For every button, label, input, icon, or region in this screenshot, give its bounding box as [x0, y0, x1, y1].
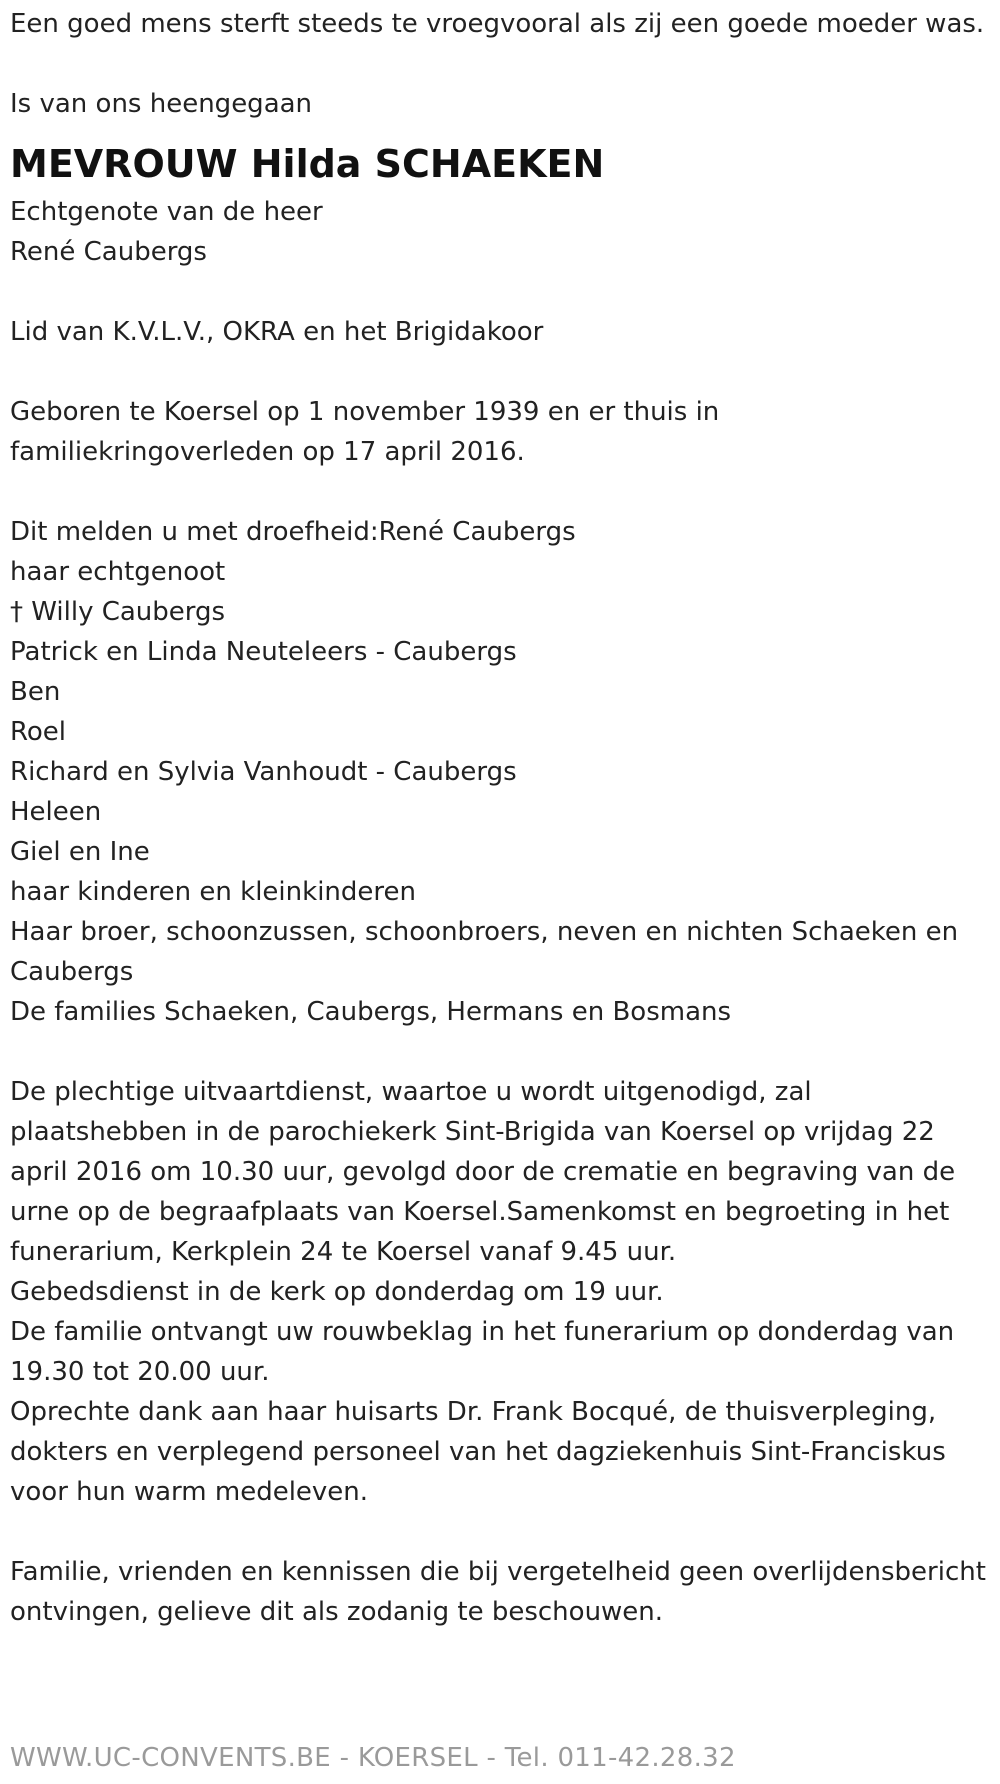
- ceremony-thanks: Oprechte dank aan haar huisarts Dr. Frank Bocqué, de thuisverpleging, dokters en verplegend personeel van het dagziekenhuis Sint-Franciskus voor hun warm medeleven.: [10, 1397, 946, 1507]
- ceremony-service: De plechtige uitvaartdienst, waartoe u wordt uitgenodigd, zal plaatshebben in de parochiekerk Sint-Brigida van Koersel op vrijdag 22 april 2016 om 10.30 uur, gevolgd door de crematie en begraving van de urne op de begraafplaats van Koersel.Samenkomst en begroeting in het funerarium, Kerkplein 24 te Koersel vanaf 9.45 uur.: [10, 1077, 956, 1267]
- membership-text: Lid van K.V.L.V., OKRA en het Brigidakoor: [10, 317, 544, 347]
- spacer: [10, 352, 990, 392]
- ceremony-prayer: Gebedsdienst in de kerk op donderdag om 19 uur.: [10, 1277, 664, 1307]
- family-line: Haar broer, schoonzussen, schoonbroers, neven en nichten Schaeken en Caubergs: [10, 917, 959, 987]
- family-line: haar kinderen en kleinkinderen: [10, 877, 416, 907]
- footer-contact: WWW.UC-CONVENTS.BE - KOERSEL - Tel. 011-42.28.32: [10, 1743, 736, 1773]
- spouse-line-2: René Caubergs: [10, 237, 207, 267]
- ceremony-condolences: De familie ontvangt uw rouwbeklag in het funerarium op donderdag van 19.30 tot 20.00 uur.: [10, 1317, 955, 1387]
- family-line: De families Schaeken, Caubergs, Hermans en Bosmans: [10, 997, 732, 1027]
- closing-note: Familie, vrienden en kennissen die bij vergetelheid geen overlijdensbericht ontvingen, gelieve dit als zodanig te beschouwen.: [10, 1557, 986, 1627]
- intro-quote: Een goed mens sterft steeds te vroegvooral als zij een goede moeder was.: [10, 9, 985, 39]
- family-line: † Willy Caubergs: [10, 597, 226, 627]
- spacer: [10, 1512, 990, 1552]
- spacer: [10, 472, 990, 512]
- obituary-notice: [10, 4, 990, 1632]
- deceased-name: MEVROUW Hilda SCHAEKEN: [10, 142, 605, 186]
- family-line: Richard en Sylvia Vanhoudt - Caubergs: [10, 757, 517, 787]
- family-line: Heleen: [10, 797, 102, 827]
- birth-death-line-1: Geboren te Koersel op 1 november 1939 en er thuis in: [10, 397, 720, 427]
- family-line: Giel en Ine: [10, 837, 150, 867]
- passed-away-text: Is van ons heengegaan: [10, 89, 313, 119]
- family-line: Dit melden u met droefheid:René Caubergs: [10, 517, 576, 547]
- birth-death-line-2: familiekringoverleden op 17 april 2016.: [10, 437, 525, 467]
- family-line: Roel: [10, 717, 67, 747]
- family-line: Ben: [10, 677, 61, 707]
- spacer: [10, 272, 990, 312]
- family-announcement: [10, 512, 990, 1032]
- spacer: [10, 44, 990, 84]
- spouse-line-1: Echtgenote van de heer: [10, 197, 323, 227]
- family-line: Patrick en Linda Neuteleers - Caubergs: [10, 637, 517, 667]
- family-line: haar echtgenoot: [10, 557, 226, 587]
- spacer: [10, 1032, 990, 1072]
